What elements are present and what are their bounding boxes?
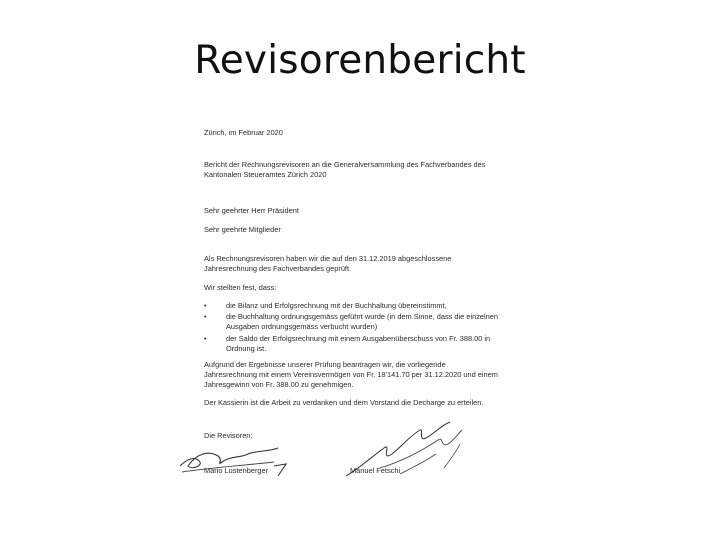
bullet-icon: •: [204, 312, 207, 321]
finding-3-line-2: Ordnung ist.: [226, 344, 267, 353]
finding-2-line-2: Ausgaben ordnungsgemäss verbucht wurden): [226, 322, 378, 331]
date-line: Zürich, im Februar 2020: [204, 128, 283, 137]
subject-line-1: Bericht der Rechnungsrevisoren an die Generalversammlung des Fachverbandes des: [204, 160, 486, 169]
conclusion-line-2: Jahresrechnung mit einem Vereinsvermögen von Fr. 18'141.70 per 31.12.2020 und einem: [204, 370, 498, 379]
finding-1-line-1: die Bilanz und Erfolgsrechnung mit der Buchhaltung übereinstimmt,: [226, 301, 447, 310]
signatory-1: Mario Lustenberger: [204, 466, 269, 475]
subject-line-2: Kantonalen Steueramtes Zürich 2020: [204, 170, 327, 179]
finding-3-line-1: der Saldo der Erfolgsrechnung mit einem Ausgabenüberschuss von Fr. 388.00 in: [226, 334, 491, 343]
conclusion-line-1: Aufgrund der Ergebnisse unserer Prüfung beantragen wir, die vorliegende: [204, 360, 446, 369]
conclusion-line-3: Jahresgewinn von Fr. 388.00 zu genehmigen.: [204, 380, 354, 389]
bullet-icon: •: [204, 334, 207, 343]
signoff: Die Revisoren:: [204, 431, 253, 440]
thanks-line: Der Kassierin ist die Arbeit zu verdanken und dem Vorstand die Decharge zu erteilen.: [204, 398, 484, 407]
bullet-icon: •: [204, 301, 207, 310]
intro-line-2: Jahresrechnung des Fachverbandes geprüft.: [204, 264, 352, 273]
findings-intro: Wir stellten fest, dass:: [204, 283, 277, 292]
slide-title: Revisorenbericht: [194, 38, 526, 83]
scanned-letter: [190, 118, 535, 480]
signature-2: [340, 418, 470, 488]
salutation-members: Sehr geehrte Mitglieder: [204, 225, 281, 234]
salutation-president: Sehr geehrter Herr Präsident: [204, 206, 299, 215]
finding-2-line-1: die Buchhaltung ordnungsgemäss geführt wurde (in dem Sinne, dass die einzelnen: [226, 312, 498, 321]
signatory-2: Manuel Fetschi: [350, 466, 401, 475]
intro-line-1: Als Rechnungsrevisoren haben wir die auf den 31.12.2019 abgeschlossene: [204, 254, 452, 263]
